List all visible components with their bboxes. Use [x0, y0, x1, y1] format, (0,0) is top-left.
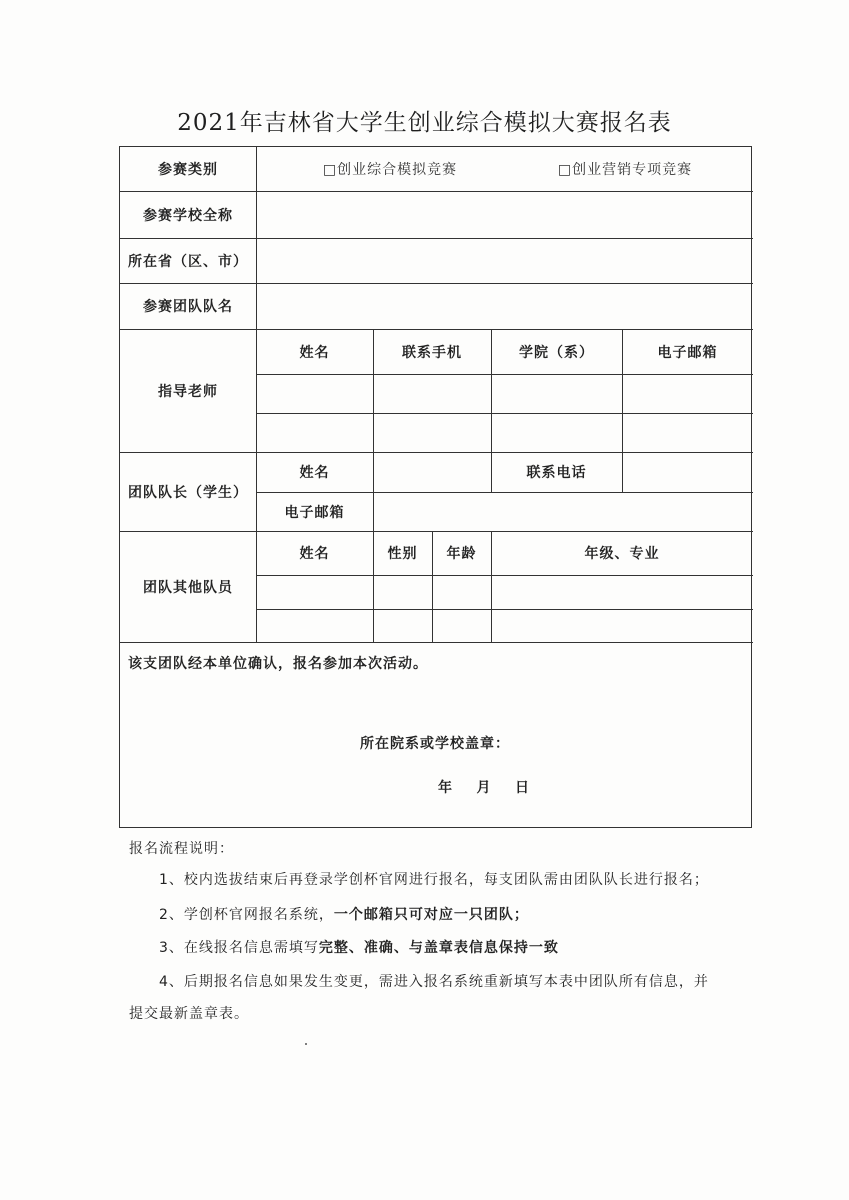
captain-phone-label: 联系电话: [526, 465, 587, 481]
note-item-1: 1、校内选拔结束后再登录学创杯官网进行报名，每支团队需由团队队长进行报名；: [159, 872, 709, 888]
province-label: 所在省（区、市）: [128, 253, 248, 270]
members-label: 团队其他队员: [143, 579, 233, 596]
team-name-label: 参赛团队队名: [143, 299, 233, 315]
column-divider: [622, 452, 623, 492]
members-header-gender: 性别: [387, 546, 418, 562]
scan-speck: [305, 1043, 307, 1045]
row-divider: [256, 575, 753, 576]
row-divider: [256, 413, 753, 414]
team-name-input-field[interactable]: [257, 284, 752, 329]
note-item-3-emphasis: 完整、准确、与盖章表信息保持一致: [318, 940, 559, 956]
note-item-2-emphasis: 一个邮箱只可对应一只团队；: [333, 907, 529, 923]
note-item-3-text: 3、在线报名信息需填写: [159, 940, 319, 956]
captain-label: 团队队长（学生）: [128, 484, 248, 501]
row-divider: [256, 374, 753, 375]
captain-email-label: 电子邮箱: [284, 504, 345, 521]
confirmation-statement: 该支团队经本单位确认，报名参加本次活动。: [128, 656, 428, 672]
advisor-header-name: 姓名: [299, 344, 330, 361]
form-title: 2021年吉林省大学生创业综合模拟大赛报名表: [177, 110, 672, 136]
members-header-grade-major: 年级、专业: [584, 546, 660, 562]
note-item-3: [159, 937, 559, 957]
stamp-label: 所在院系或学校盖章：: [360, 736, 510, 752]
registration-form-table: [119, 146, 752, 828]
note-item-4-continued: 提交最新盖章表。: [129, 1006, 249, 1022]
school-label: 参赛学校全称: [143, 207, 233, 224]
row-divider: [120, 642, 753, 643]
note-item-2-text: 2、学创杯官网报名系统，: [159, 907, 334, 923]
advisor-label: 指导老师: [158, 383, 218, 400]
category-label: 参赛类别: [158, 162, 218, 178]
members-header-age: 年龄: [446, 546, 477, 562]
members-header-name: 姓名: [299, 546, 330, 562]
notes-heading: 报名流程说明：: [129, 841, 234, 857]
advisor-header-email: 电子邮箱: [657, 344, 718, 361]
advisor-header-college: 学院（系）: [519, 344, 594, 361]
checkbox-comprehensive[interactable]: □创业综合模拟竞赛: [322, 162, 458, 178]
note-item-2: [159, 904, 529, 924]
column-divider: [373, 492, 374, 531]
captain-name-label: 姓名: [299, 465, 330, 481]
school-input-field[interactable]: [257, 192, 752, 238]
note-item-4: 4、后期报名信息如果发生变更，需进入报名系统重新填写本表中团队所有信息，并: [159, 974, 709, 990]
checkbox-marketing[interactable]: □创业营销专项竞赛: [557, 162, 693, 178]
date-label: 年 月 日: [438, 780, 530, 796]
province-input-field[interactable]: [257, 239, 752, 283]
advisor-header-phone: 联系手机: [402, 344, 462, 361]
row-divider: [256, 609, 753, 610]
column-divider: [373, 452, 374, 492]
